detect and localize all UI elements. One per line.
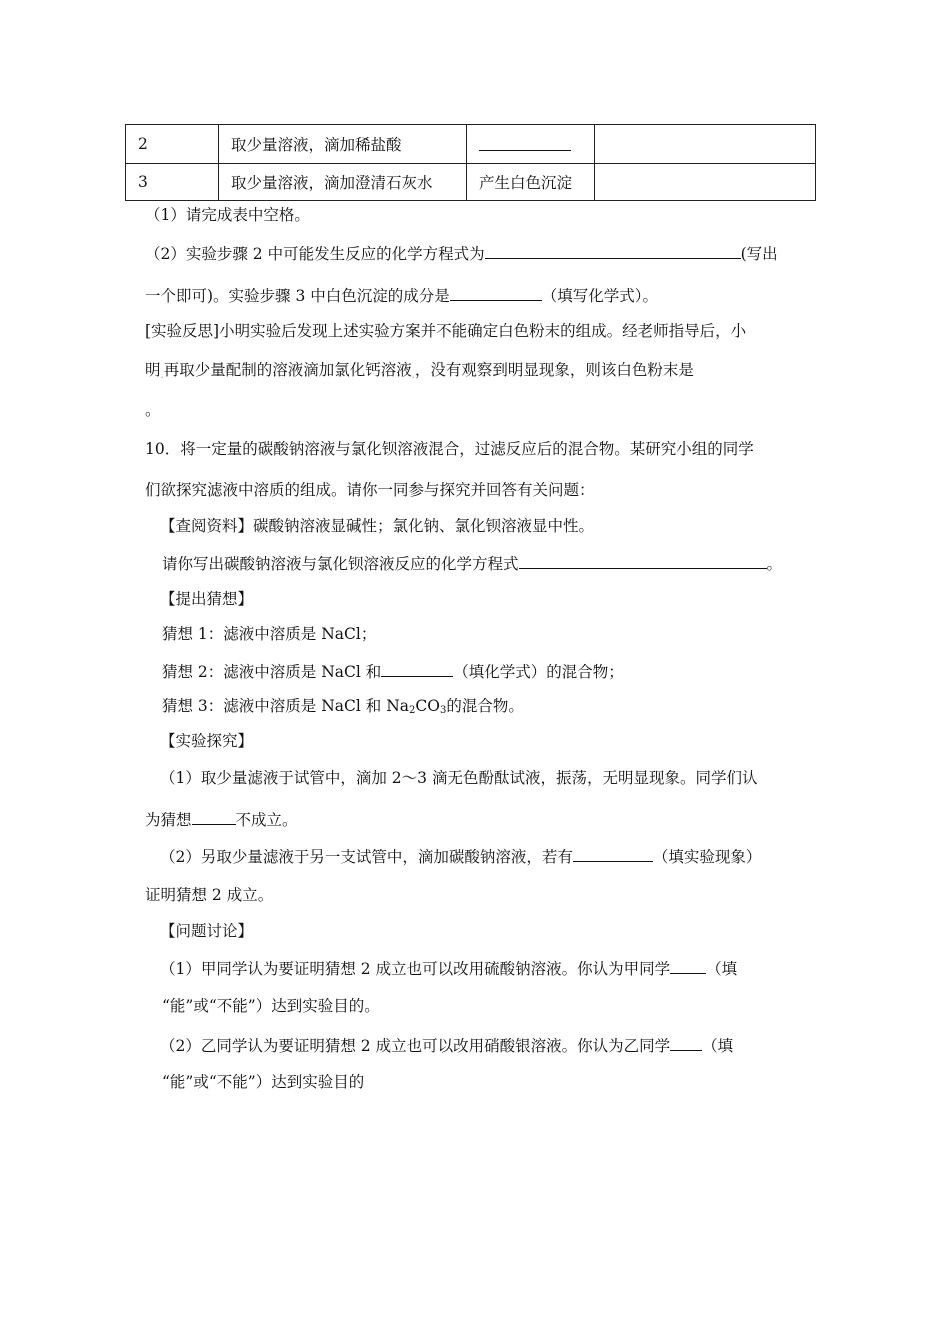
conclusion-cell (595, 164, 816, 201)
q10-line-2: 们欲探究滤液中溶质的组成。请你一同参与探究并回答有关问题： (145, 481, 595, 499)
emphasis-dot: . (411, 370, 415, 381)
hypothesis-2: 猜想 2：滤液中溶质是 NaCl 和 （填化学式）的混合物； (162, 660, 822, 682)
q10-line-4: 请你写出碳酸钠溶液与氯化钡溶液反应的化学方程式 。 (162, 552, 822, 574)
answer-blank (670, 957, 706, 974)
phenomenon-cell: 产生白色沉淀 (467, 164, 595, 201)
q9-line-5: 明.再取少量配制的溶液滴加氯化钙溶液.，没有观察到明显现象，则该白色粉末是 (145, 361, 694, 381)
discussion-line-4: “能”或“不能”）达到实验目的 (162, 1073, 365, 1091)
answer-blank (485, 242, 741, 259)
q9-line-1: （1）请完成表中空格。 (145, 206, 310, 224)
answer-blank (450, 284, 542, 301)
discussion-line-1: （1）甲同学认为要证明猜想 2 成立也可以改用硫酸钠溶液。你认为甲同学 （填 (160, 957, 820, 979)
answer-blank (479, 134, 571, 151)
answer-blank (670, 1034, 702, 1051)
experiment-line-4: 证明猜想 2 成立。 (145, 886, 274, 904)
step-cell: 3 (126, 164, 219, 201)
emphasis-dot: . (160, 370, 164, 381)
operation-cell: 取少量溶液，滴加澄清石灰水 (219, 164, 467, 201)
section-heading: 【提出猜想】 (160, 590, 254, 608)
table-row (126, 164, 816, 201)
q10-line-1: 10．将一定量的碳酸钠溶液与氯化钡溶液混合，过滤反应后的混合物。某研究小组的同学 (145, 440, 754, 458)
q9-line-4: [实验反思]小明实验后发现上述实验方案并不能确定白色粉末的组成。经老师指导后，小 (145, 322, 747, 340)
section-heading: 【问题讨论】 (160, 922, 254, 940)
conclusion-cell (595, 125, 816, 164)
hypothesis-1: 猜想 1：滤液中溶质是 NaCl； (162, 625, 377, 643)
section-heading: 【实验探究】 (160, 732, 254, 750)
discussion-line-3: （2）乙同学认为要证明猜想 2 成立也可以改用硝酸银溶液。你认为乙同学 （填 (160, 1034, 820, 1056)
experiment-table (125, 124, 816, 201)
answer-blank (381, 660, 453, 677)
hypothesis-3: 猜想 3：滤液中溶质是 NaCl 和 $Na_2CO_3$的混合物。 (162, 697, 524, 716)
answer-blank (573, 845, 653, 862)
q9-line-6: 。 (145, 401, 161, 419)
answer-blank (519, 552, 767, 569)
q9-line-3: 一个即可)。实验步骤 3 中白色沉淀的成分是 （填写化学式）。 (145, 284, 805, 306)
experiment-line-1: （1）取少量滤液于试管中，滴加 2～3 滴无色酚酞试液，振荡，无明显现象。同学们认 (160, 769, 758, 787)
phenomenon-cell (467, 125, 595, 164)
answer-blank (192, 808, 236, 825)
table-row (126, 125, 816, 164)
experiment-line-2: 为猜想 不成立。 (145, 808, 805, 830)
q10-line-3: 【查阅资料】碳酸钠溶液显碱性；氯化钠、氯化钡溶液显中性。 (160, 517, 595, 535)
experiment-line-3: （2）另取少量滤液于另一支试管中，滴加碳酸钠溶液，若有 （填实验现象） (160, 845, 820, 867)
step-cell: 2 (126, 125, 219, 164)
q9-line-2: （2）实验步骤 2 中可能发生反应的化学方程式为 (写出 (145, 242, 805, 264)
discussion-line-2: “能”或“不能”）达到实验目的。 (162, 997, 380, 1015)
operation-cell: 取少量溶液，滴加稀盐酸 (219, 125, 467, 164)
